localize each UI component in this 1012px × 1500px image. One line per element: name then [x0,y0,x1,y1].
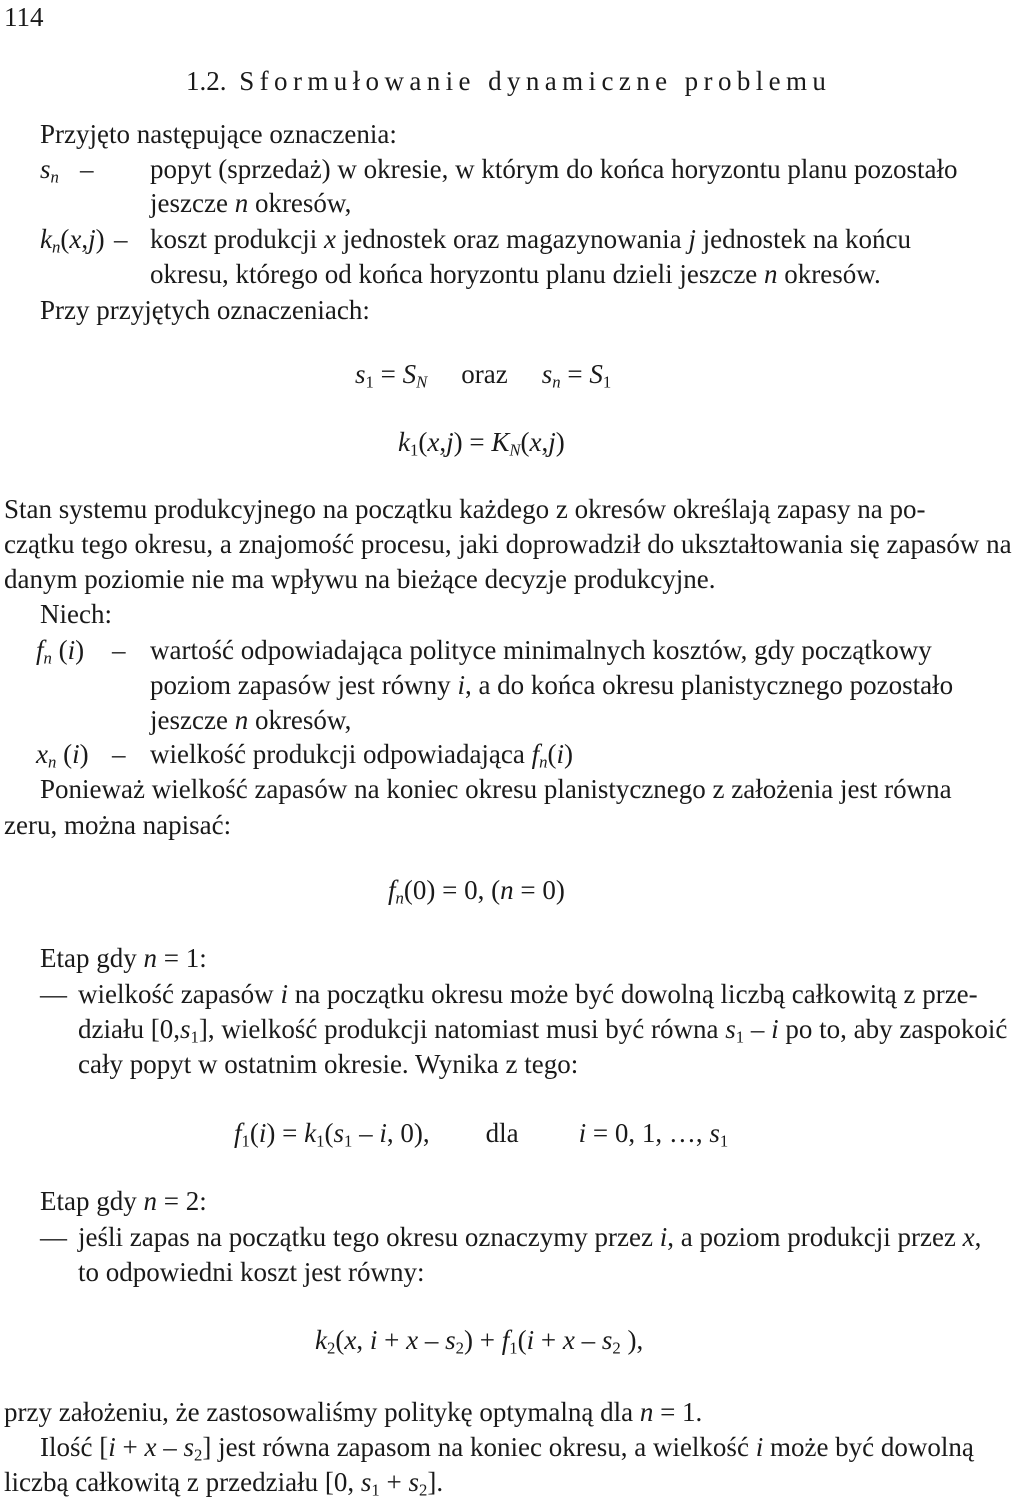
equation-fn0: $f_n(0) = 0$, (n = 0) [388,875,565,908]
eq1-oraz: oraz [461,359,508,389]
dash-x: – [112,739,126,769]
etap1-dash: — [40,979,67,1009]
eq-f1-dla: dla [485,1118,519,1148]
def-f-line2: poziom zapasów jest równy i, a do końca okresu planistycznego pozostało [150,670,954,700]
def-k-line2: okresu, którego od końca horyzontu planu dzieli jeszcze n okresów. [150,259,881,289]
equation-f1: $f_1(i) = k_1(s_1 - i$, 0), dla i = 0, 1, …, $s_1$ [234,1118,729,1151]
etap1-line1: wielkość zapasów i na początku okresu może być dowolną liczbą całkowitą z prze- [78,979,978,1009]
etap1-heading: Etap gdy n = 1: [40,943,207,973]
etap2-line2: to odpowiedni koszt jest równy: [78,1257,425,1287]
page-number: 114 [4,2,44,32]
def-f-line1: wartość odpowiadająca polityce minimalnych kosztów, gdy początkowy [150,635,932,665]
ponie-line1: Ponieważ wielkość zapasów na koniec okresu planistycznego z założenia jest równa [40,774,952,804]
dash-f: – [112,635,126,665]
equation-s1-SN: $s_1 = S_N$ oraz $s_n = S_1$ [355,359,612,392]
symbol-x-n: $x_n$ (i) [36,739,89,772]
niech-text: Niech: [40,599,112,629]
intro-text: Przyjęto następujące oznaczenia: [40,119,397,149]
symbol-k-n: $k_n(x,j)$ [40,224,105,257]
def-s-line1: popyt (sprzedaż) w okresie, w którym do końca horyzontu planu pozostało [150,154,958,184]
stan-line1: Stan systemu produkcyjnego na początku każdego z okresów określają zapasy na po- [4,494,926,524]
symbol-s-n: $s_n$ [40,154,59,187]
def-x-line1: wielkość produkcji odpowiadająca $f_n(i)$ [150,739,574,772]
ponie-line2: zeru, można napisać: [4,810,232,840]
def-f-line3: jeszcze n okresów, [150,705,352,735]
ilosc-line1: Ilość $[i + x - s_2]$ jest równa zapasom na koniec okresu, a wielkość i może być dowolną [40,1432,974,1465]
equation-k1-KN: $k_1(x,j) = K_N(x,j)$ [398,427,565,460]
ilosc-line2: liczbą całkowitą z przedziału [0, $s_1 + s_2$]. [4,1467,444,1500]
zalozenie-line: przy założeniu, że zastosowaliśmy politykę optymalną dla n = 1. [4,1397,703,1427]
dash-k: – [114,224,128,254]
section-heading [186,64,831,98]
section-number: 1.2. [186,66,227,96]
przy-text: Przy przyjętych oznaczeniach: [40,295,370,325]
etap2-dash: — [40,1222,67,1252]
stan-line3: danym poziomie nie ma wpływu na bieżące decyzje produkcyjne. [4,564,716,594]
symbol-f-n: $f_n$ (i) [36,635,85,668]
dash-s: – [80,154,94,184]
stan-line2: czątku tego okresu, a znajomość procesu, jaki doprowadził do ukształtowania się zapasów na [4,529,1012,559]
def-s-line2: jeszcze n okresów, [150,188,352,218]
section-title: Sformułowanie dynamiczne problemu [239,66,832,96]
etap1-line3: cały popyt w ostatnim okresie. Wynika z tego: [78,1049,579,1079]
etap1-line2: działu $[0,s_1]$, wielkość produkcji natomiast musi być równa $s_1$ – i po to, aby zaspokoić [78,1014,1008,1047]
equation-k2: $k_2(x$, $i + x - s_2) + f_1(i + x - s_2$ ), [315,1325,644,1358]
def-k-line1: koszt produkcji x jednostek oraz magazynowania j jednostek na końcu [150,224,912,254]
etap2-heading: Etap gdy n = 2: [40,1186,207,1216]
etap2-line1: jeśli zapas na początku tego okresu oznaczymy przez i, a poziom produkcji przez x, [78,1222,982,1252]
